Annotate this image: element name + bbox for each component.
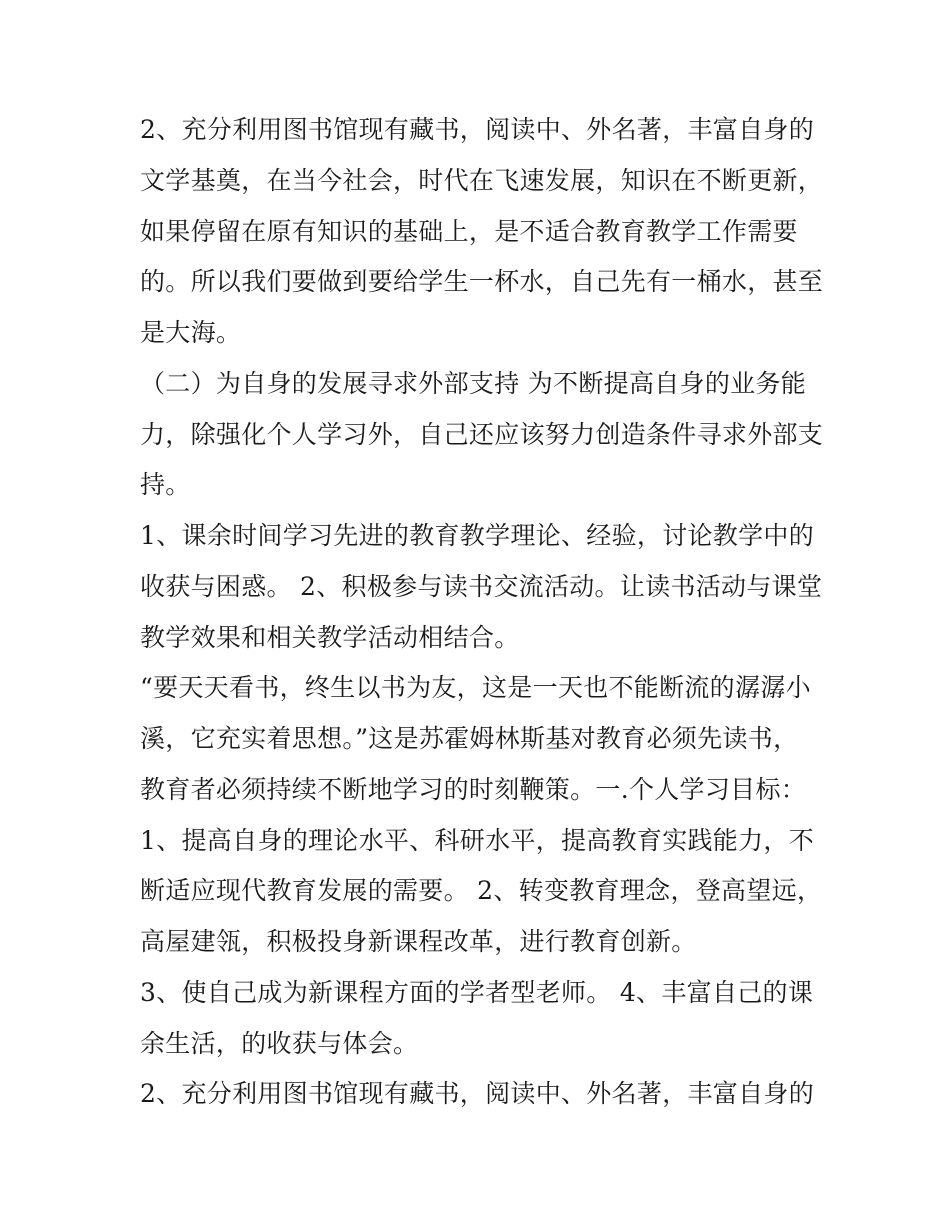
text-line-7: 力，除强化个人学习外，自己还应该努力创造条件寻求外部支 [140,420,824,449]
text-line-19: 余生活，的收获与体会。 [140,1029,419,1058]
text-line-2: 文学基奠，在当今社会，时代在飞速发展，知识在不断更新， [140,166,824,195]
text-line-12: “要天天看书，终生以书为友，这是一天也不能断流的潺潺小 [140,673,811,702]
text-line-15: 1、提高自身的理论水平、科研水平，提高教育实践能力，不 [140,826,815,855]
text-line-11: 教学效果和相关教学活动相结合。 [140,623,520,652]
text-line-8: 持。 [140,470,191,499]
text-line-10: 收获与困惑。 2、积极参与读书交流活动。让读书活动与课堂 [140,572,823,601]
text-line-9: 1、课余时间学习先进的教育教学理论、经验，讨论教学中的 [140,521,815,550]
text-line-20: 2、充分利用图书馆现有藏书，阅读中、外名著，丰富自身的 [140,1079,815,1108]
text-line-14: 教育者必须持续不断地学习的时刻鞭策。一.个人学习目标： [140,775,807,804]
text-line-3: 如果停留在原有知识的基础上，是不适合教育教学工作需要 [140,217,798,246]
text-line-4: 的。所以我们要做到要给学生一杯水，自己先有一桶水，甚至 [140,267,824,296]
text-line-1: 2、充分利用图书馆现有藏书，阅读中、外名著，丰富自身的 [140,115,815,144]
text-line-6: （二）为自身的发展寻求外部支持 为不断提高自身的业务能 [140,369,807,398]
text-line-18: 3、使自己成为新课程方面的学者型老师。 4、丰富自己的课 [140,978,814,1007]
text-line-5: 是大海。 [140,318,242,347]
text-line-16: 断适应现代教育发展的需要。 2、转变教育理念，登高望远， [140,876,823,905]
text-line-17: 高屋建瓴，积极投身新课程改革，进行教育创新。 [140,927,697,956]
text-line-13: 溪，它充实着思想。”这是苏霍姆林斯基对教育必须先读书， [140,724,799,753]
